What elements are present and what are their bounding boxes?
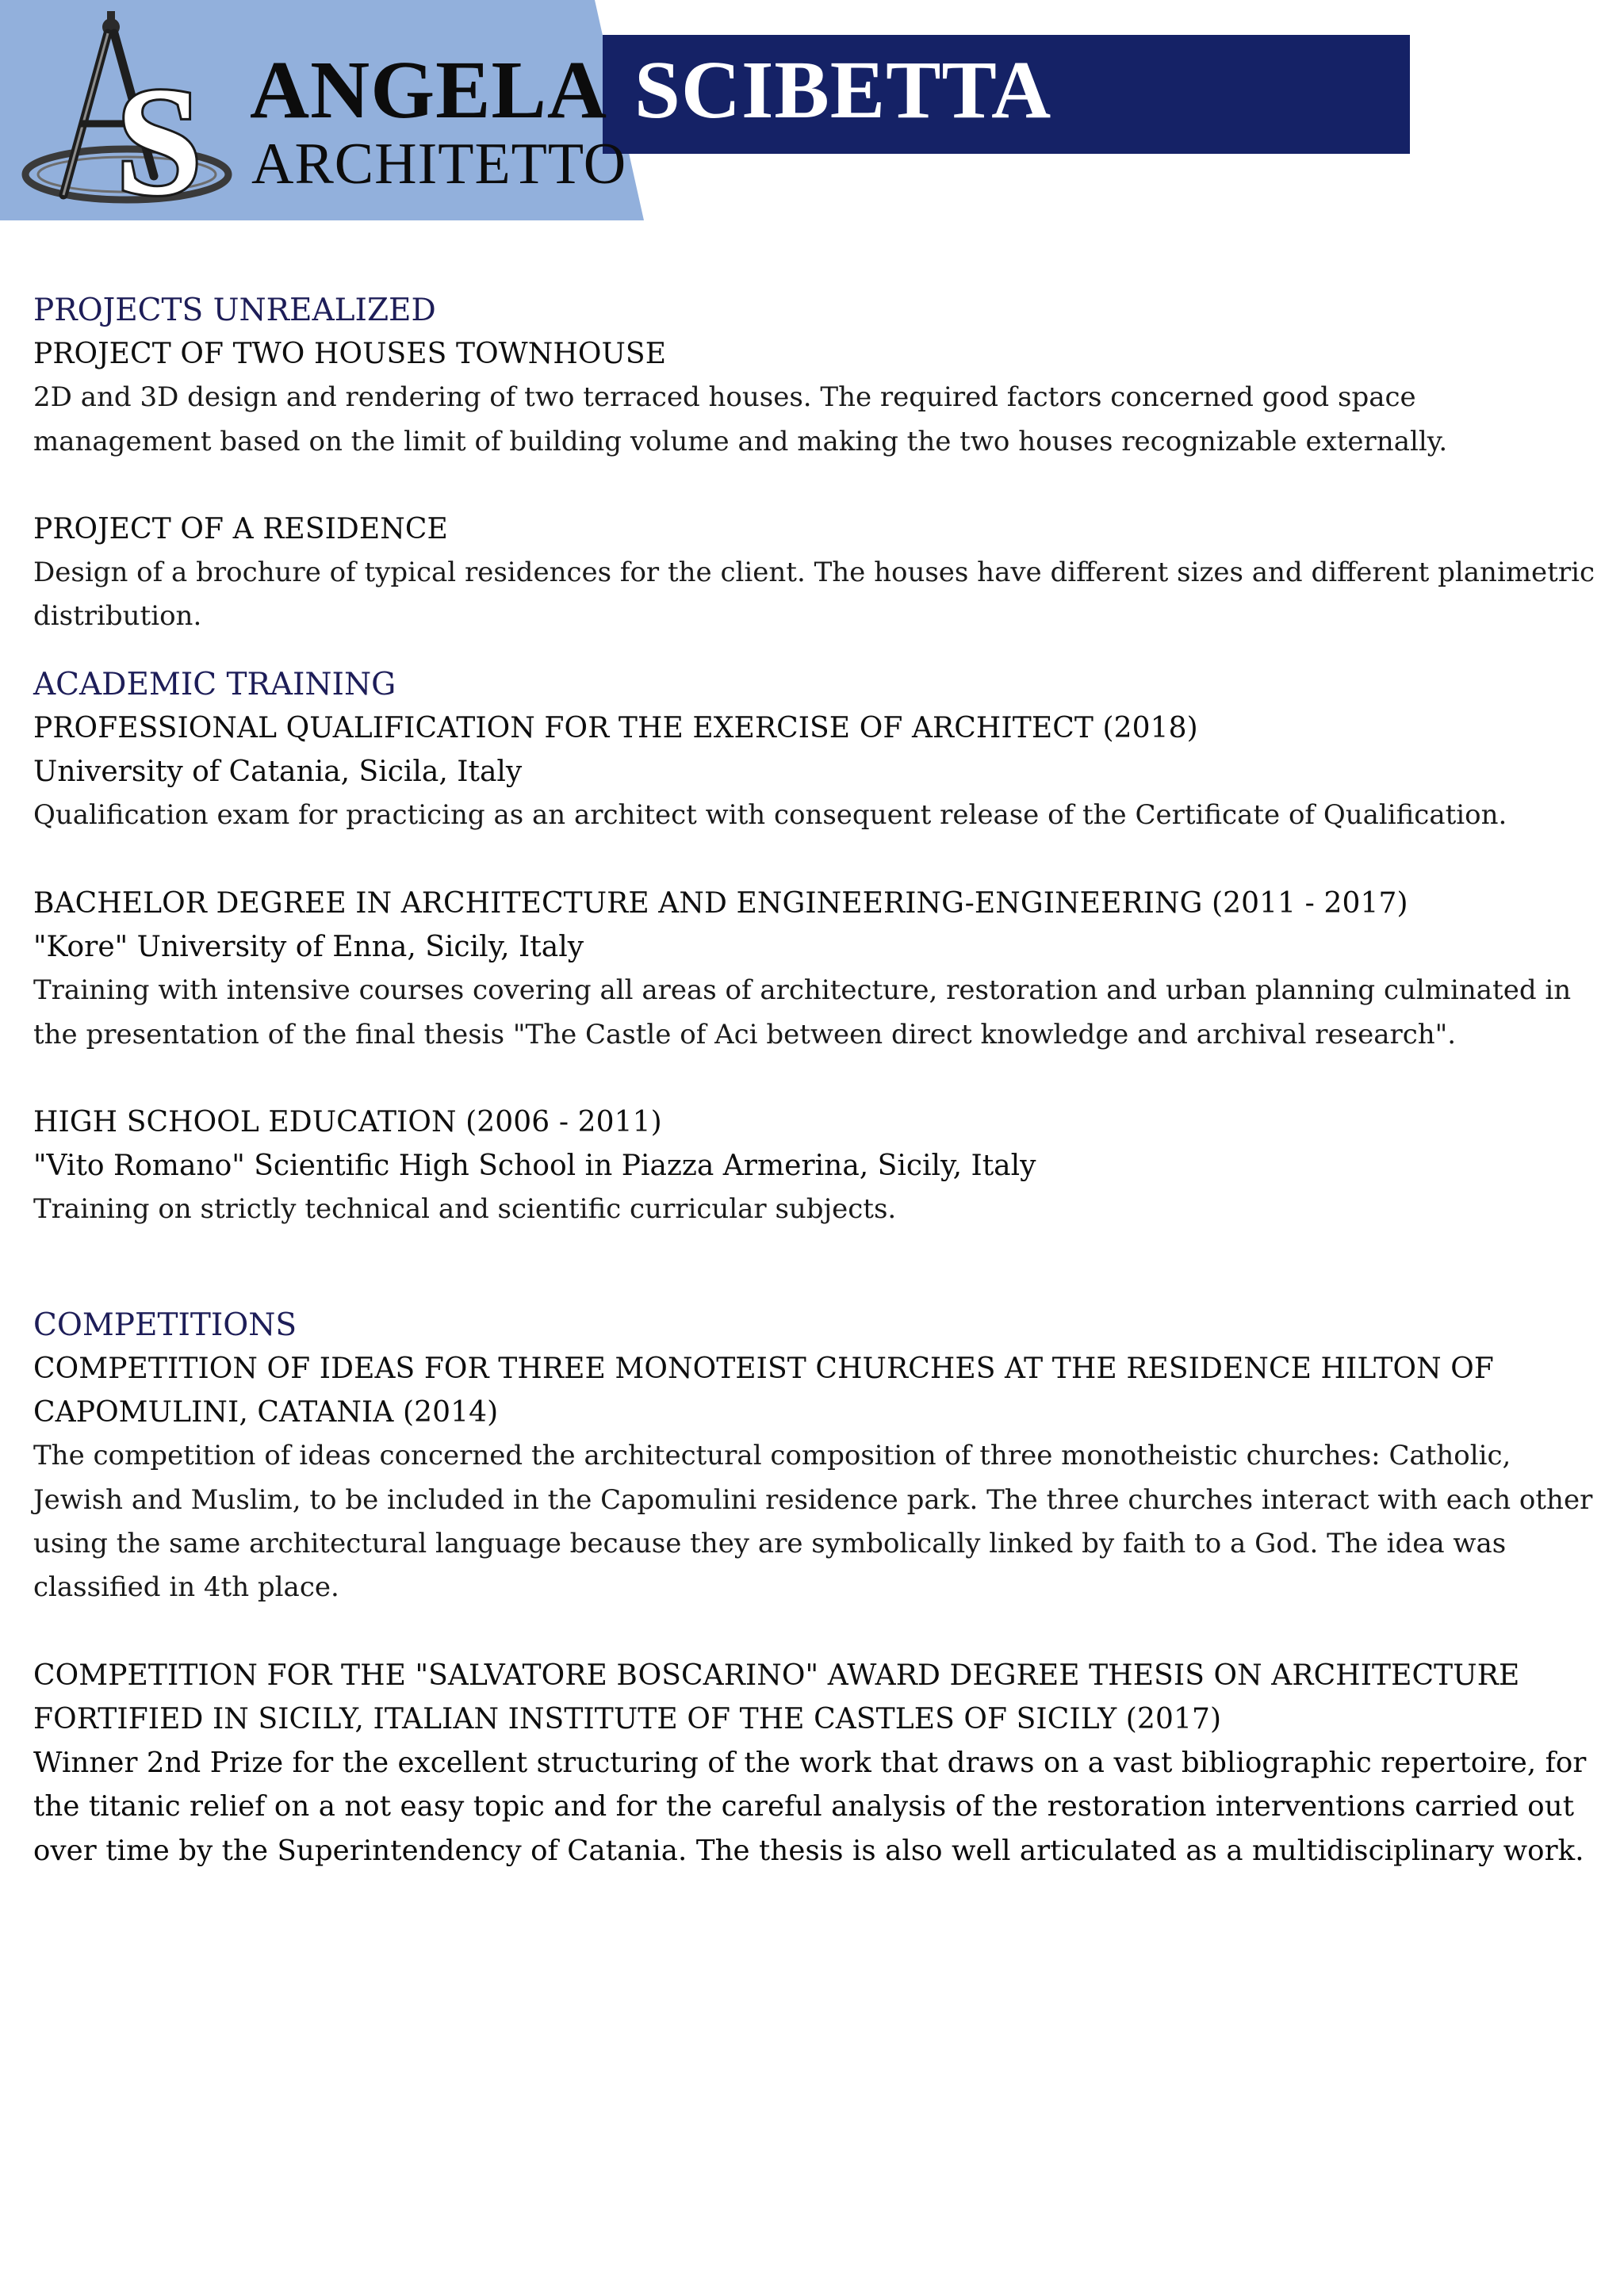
education-entry xyxy=(33,706,1595,838)
entry-title: HIGH SCHOOL EDUCATION (2006 - 2011) xyxy=(33,1105,662,1138)
entry-description: Qualification exam for practicing as an architect with consequent release of the Certificate of Qualification. xyxy=(33,799,1507,832)
entry-title: PROJECT OF TWO HOUSES TOWNHOUSE xyxy=(33,338,667,370)
header xyxy=(0,0,1624,230)
entry-description: 2D and 3D design and rendering of two terraced houses. The required factors concerned good space management based on the limit of building volume and making the two houses recognizable externally. xyxy=(33,381,1448,457)
education-entry xyxy=(33,1100,1595,1232)
entry-title: COMPETITION FOR THE "SALVATORE BOSCARINO" AWARD DEGREE THESIS ON ARCHITECTURE FORTIFIED IN SICILY, ITALIAN INSTITUTE OF THE CASTLES OF SICILY (2017) xyxy=(33,1659,1520,1735)
section-competitions xyxy=(33,1303,1595,1873)
entry-institution: University of Catania, Sicila, Italy xyxy=(33,756,523,789)
svg-text:S: S xyxy=(116,55,203,214)
competition-entry xyxy=(33,1654,1595,1873)
entry-description: Design of a brochure of typical residences for the client. The houses have different sizes and different planimetric distribution. xyxy=(33,557,1595,633)
entry-title: BACHELOR DEGREE IN ARCHITECTURE AND ENGINEERING-ENGINEERING (2011 - 2017) xyxy=(33,886,1408,920)
entry-description: Winner 2nd Prize for the excellent structuring of the work that draws on a vast bibliographic repertoire, for the titanic relief on a not easy topic and for the careful analysis of the restoration interventions carried out over time by the Superintendency of Catania. The thesis is also well articulated as a multidisciplinary work. xyxy=(33,1747,1587,1867)
profession-subtitle: ARCHITETTO xyxy=(251,132,627,197)
project-entry xyxy=(33,332,1595,464)
section-projects-unrealized xyxy=(33,289,1595,639)
education-entry xyxy=(33,882,1595,1057)
entry-description: Training on strictly technical and scientific curricular subjects. xyxy=(33,1193,897,1226)
entry-title: COMPETITION OF IDEAS FOR THREE MONOTEIST CHURCHES AT THE RESIDENCE HILTON OF CAPOMULINI, CATANIA (2014) xyxy=(33,1352,1494,1429)
competition-entry xyxy=(33,1347,1595,1610)
entry-description: The competition of ideas concerned the architectural composition of three monotheistic churches: Catholic, Jewish and Muslim, to be included in the Capomulini residence park. The three churches interact with each other using the same architectural language because they are symbolically linked by faith to a God. The idea was classified in 4th place. xyxy=(33,1440,1593,1604)
section-academic-training xyxy=(33,663,1595,1232)
entry-title: PROFESSIONAL QUALIFICATION FOR THE EXERCISE OF ARCHITECT (2018) xyxy=(33,711,1198,744)
section-title: ACADEMIC TRAINING xyxy=(33,666,396,702)
entry-institution: "Vito Romano" Scientific High School in Piazza Armerina, Sicily, Italy xyxy=(33,1150,1036,1183)
resume-content xyxy=(33,289,1595,1873)
section-title: PROJECTS UNREALIZED xyxy=(33,293,436,328)
section-title: COMPETITIONS xyxy=(33,1307,297,1343)
compass-logo-icon xyxy=(14,6,244,214)
last-name: SCIBETTA xyxy=(634,44,1052,136)
entry-title: PROJECT OF A RESIDENCE xyxy=(33,512,448,545)
entry-institution: "Kore" University of Enna, Sicily, Italy xyxy=(33,930,584,963)
project-entry xyxy=(33,507,1595,639)
first-name: ANGELA xyxy=(250,44,607,136)
entry-description: Training with intensive courses covering all areas of architecture, restoration and urban planning culminated in the presentation of the final thesis "The Castle of Aci between direct knowledge and archival research". xyxy=(33,974,1572,1050)
